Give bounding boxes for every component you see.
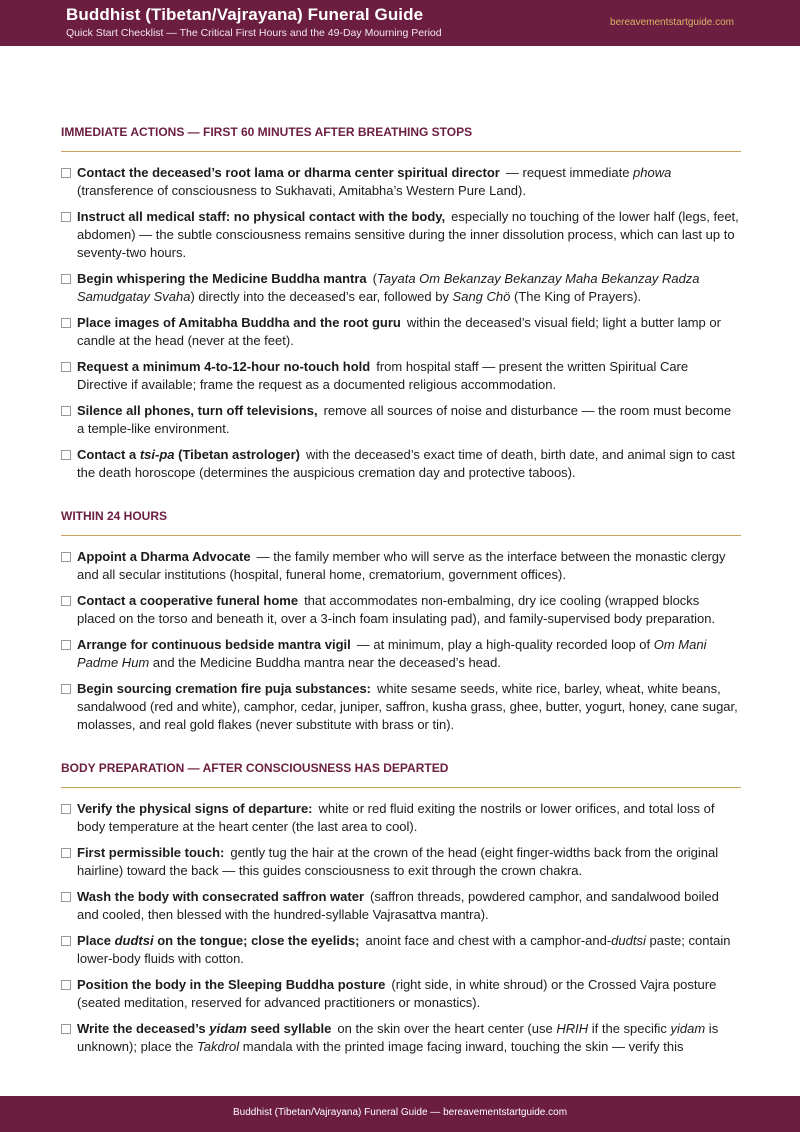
- text-run: Begin whispering the Medicine Buddha mantra: [77, 271, 367, 286]
- checkbox[interactable]: [61, 552, 71, 562]
- page-title: Buddhist (Tibetan/Vajrayana) Funeral Guide: [66, 5, 424, 24]
- checkbox[interactable]: [61, 1024, 71, 1034]
- checklist-item: [61, 976, 741, 1012]
- checkbox[interactable]: [61, 936, 71, 946]
- text-run: Contact the deceased’s root lama or dharma center spiritual director: [77, 165, 500, 180]
- checklist-item: [61, 402, 741, 438]
- text-run: (right side, in white shroud) or the Crossed Vajra posture (seated meditation, reserved for advanced practitioners or monastics).: [77, 977, 717, 1010]
- text-run: Silence all phones, turn off televisions,: [77, 403, 318, 418]
- item-lead: [77, 933, 359, 948]
- site-link[interactable]: bereavementstartguide.com: [610, 17, 734, 28]
- item-lead: [77, 1021, 331, 1036]
- checklist-section: [61, 756, 741, 1056]
- text-run: (Tibetan astrologer): [174, 447, 300, 462]
- text-run: seed syllable: [246, 1021, 332, 1036]
- text-run: Position the body in the Sleeping Buddha posture: [77, 977, 386, 992]
- checkbox[interactable]: [61, 640, 71, 650]
- item-lead: [77, 593, 298, 608]
- checkbox[interactable]: [61, 168, 71, 178]
- item-lead: [77, 681, 371, 696]
- text-run: paste; contain lower-body fluids with cotton.: [77, 933, 731, 966]
- text-run: (The King of Prayers).: [510, 289, 642, 304]
- text-run: (: [372, 271, 377, 286]
- text-run: and the Medicine Buddha mantra near the deceased’s head.: [149, 655, 501, 670]
- text-run: mandala with the printed image facing inward, touching the skin — verify this: [239, 1039, 684, 1054]
- text-run: with the deceased’s exact time of death, birth date, and animal sign to cast the death horoscope (determines the auspicious cremation day and protective taboos).: [77, 447, 735, 480]
- text-run: Place images of Amitabha Buddha and the root guru: [77, 315, 401, 330]
- item-lead: [77, 889, 364, 904]
- checklist-item: [61, 358, 741, 394]
- italic-term: Takdrol: [196, 1039, 240, 1054]
- text-run: Contact a: [77, 447, 140, 462]
- checklist-item: [61, 592, 741, 628]
- italic-term: yidam: [670, 1021, 706, 1036]
- checklist-section: [61, 120, 741, 482]
- italic-term: phowa: [633, 165, 672, 180]
- text-run: is unknown); place the: [77, 1021, 719, 1054]
- italic-term: yidam: [209, 1021, 247, 1036]
- item-lead: [77, 637, 351, 652]
- item-lead: [77, 549, 251, 564]
- checklist: [61, 164, 741, 482]
- checkbox[interactable]: [61, 848, 71, 858]
- item-lead: [77, 209, 445, 224]
- text-run: Contact a cooperative funeral home: [77, 593, 299, 608]
- checkbox[interactable]: [61, 980, 71, 990]
- item-lead: [77, 403, 318, 418]
- checklist-item: [61, 446, 741, 482]
- checkbox[interactable]: [61, 892, 71, 902]
- checkbox[interactable]: [61, 804, 71, 814]
- section-title: WITHIN 24 HOURS: [61, 504, 741, 536]
- text-run: Appoint a Dharma Advocate: [77, 549, 251, 564]
- checkbox[interactable]: [61, 318, 71, 328]
- text-run: (saffron threads, powdered camphor, and sandalwood boiled and cooled, then blessed with the hundred-syllable Vajrasattva mantra).: [77, 889, 719, 922]
- checkbox[interactable]: [61, 450, 71, 460]
- text-run: on the skin over the heart center (use: [337, 1021, 557, 1036]
- item-lead: [77, 315, 401, 330]
- text-run: within the deceased’s visual field; light a butter lamp or candle at the head (never at the feet).: [77, 315, 721, 348]
- page-subtitle: Quick Start Checklist — The Critical First Hours and the 49-Day Mourning Period: [66, 27, 442, 39]
- text-run: ) directly into the deceased’s ear, followed by: [190, 289, 453, 304]
- text-run: Verify the physical signs of departure:: [77, 801, 313, 816]
- italic-term: HRIH: [556, 1021, 589, 1036]
- text-run: Write the deceased’s: [77, 1021, 210, 1036]
- text-run: white sesame seeds, white rice, barley, wheat, white beans, sandalwood (red and white), camphor, cedar, juniper, saffron, kusha grass, ghee, butter, yogurt, honey, cane sugar, molasses, and real gold flakes (never substitute with brass or tin).: [77, 681, 738, 732]
- text-run: (transference of consciousness to Sukhavati, Amitabha’s Western Pure Land).: [77, 183, 526, 198]
- text-run: especially no touching of the lower half (legs, feet, abdomen) — the subtle consciousness remains sensitive during the inner dissolution process, which can last up to seventy-two hours.: [77, 209, 739, 260]
- italic-term: dudtsi: [114, 933, 154, 948]
- item-lead: [77, 271, 367, 286]
- text-run: gently tug the hair at the crown of the head (eight finger-widths back from the original hairline) toward the back — this guides consciousness to exit through the crown chakra.: [77, 845, 719, 878]
- italic-term: tsi-pa: [139, 447, 175, 462]
- italic-term: dudtsi: [611, 933, 646, 948]
- checklist: [61, 548, 741, 734]
- text-run: Wash the body with consecrated saffron water: [77, 889, 365, 904]
- text-run: remove all sources of noise and disturbance — the room must become a temple-like environment.: [77, 403, 732, 436]
- checklist-item: [61, 270, 741, 306]
- text-run: Request a minimum 4-to-12-hour no-touch hold: [77, 359, 371, 374]
- text-run: Instruct all medical staff: no physical contact with the body,: [77, 209, 446, 224]
- checklist-section: [61, 504, 741, 734]
- item-lead: [77, 447, 300, 462]
- checklist-item: [61, 314, 741, 350]
- checklist: [61, 800, 741, 1056]
- text-run: Begin sourcing cremation fire puja substances:: [77, 681, 372, 696]
- text-run: Arrange for continuous bedside mantra vigil: [77, 637, 351, 652]
- checkbox[interactable]: [61, 596, 71, 606]
- text-run: — the family member who will serve as the interface between the monastic clergy and all secular institutions (hospital, funeral home, crematorium, government offices).: [77, 549, 726, 582]
- italic-term: Tayata Om Bekanzay Bekanzay Maha Bekanzay Radza Samudgatay Svaha: [77, 271, 700, 304]
- text-run: — at minimum, play a high-quality recorded loop of: [356, 637, 654, 652]
- checklist-item: [61, 932, 741, 968]
- item-lead: [77, 165, 500, 180]
- checklist-item: [61, 636, 741, 672]
- checklist-item: [61, 800, 741, 836]
- item-lead: [77, 359, 370, 374]
- italic-term: Om Mani Padme Hum: [77, 637, 707, 670]
- checklist-item: [61, 680, 741, 734]
- checkbox[interactable]: [61, 212, 71, 222]
- checklist-item: [61, 844, 741, 880]
- section-title: IMMEDIATE ACTIONS — FIRST 60 MINUTES AFTER BREATHING STOPS: [61, 120, 741, 152]
- text-run: if the specific: [588, 1021, 671, 1036]
- text-run: Place: [77, 933, 115, 948]
- checkbox[interactable]: [61, 362, 71, 372]
- italic-term: Sang Chö: [452, 289, 511, 304]
- text-run: that accommodates non-embalming, dry ice cooling (wrapped blocks placed on the torso and beneath it, over a 3-inch foam insulating pad), and family-supervised body preparation.: [77, 593, 716, 626]
- text-run: anoint face and chest with a camphor-and-: [365, 933, 612, 948]
- checklist-item: [61, 1020, 741, 1056]
- checkbox[interactable]: [61, 406, 71, 416]
- text-run: First permissible touch:: [77, 845, 225, 860]
- section-title: BODY PREPARATION — AFTER CONSCIOUSNESS HAS DEPARTED: [61, 756, 741, 788]
- item-lead: [77, 801, 313, 816]
- page-footer: [0, 1096, 800, 1132]
- checklist-content: [61, 120, 741, 1064]
- checkbox[interactable]: [61, 274, 71, 284]
- page-header: [0, 0, 800, 46]
- checklist-item: [61, 888, 741, 924]
- text-run: from hospital staff — present the written Spiritual Care Directive if available; frame the request as a documented religious accommodation.: [77, 359, 689, 392]
- item-lead: [77, 845, 224, 860]
- footer-text: Buddhist (Tibetan/Vajrayana) Funeral Guide — bereavementstartguide.com: [232, 1107, 568, 1118]
- checkbox[interactable]: [61, 684, 71, 694]
- item-lead: [77, 977, 385, 992]
- checklist-item: [61, 208, 741, 262]
- checklist-item: [61, 548, 741, 584]
- text-run: on the tongue; close the eyelids;: [153, 933, 360, 948]
- checklist-item: [61, 164, 741, 200]
- text-run: — request immediate: [505, 165, 634, 180]
- text-run: white or red fluid exiting the nostrils or lower orifices, and total loss of body temperature at the heart center (the last area to cool).: [77, 801, 715, 834]
